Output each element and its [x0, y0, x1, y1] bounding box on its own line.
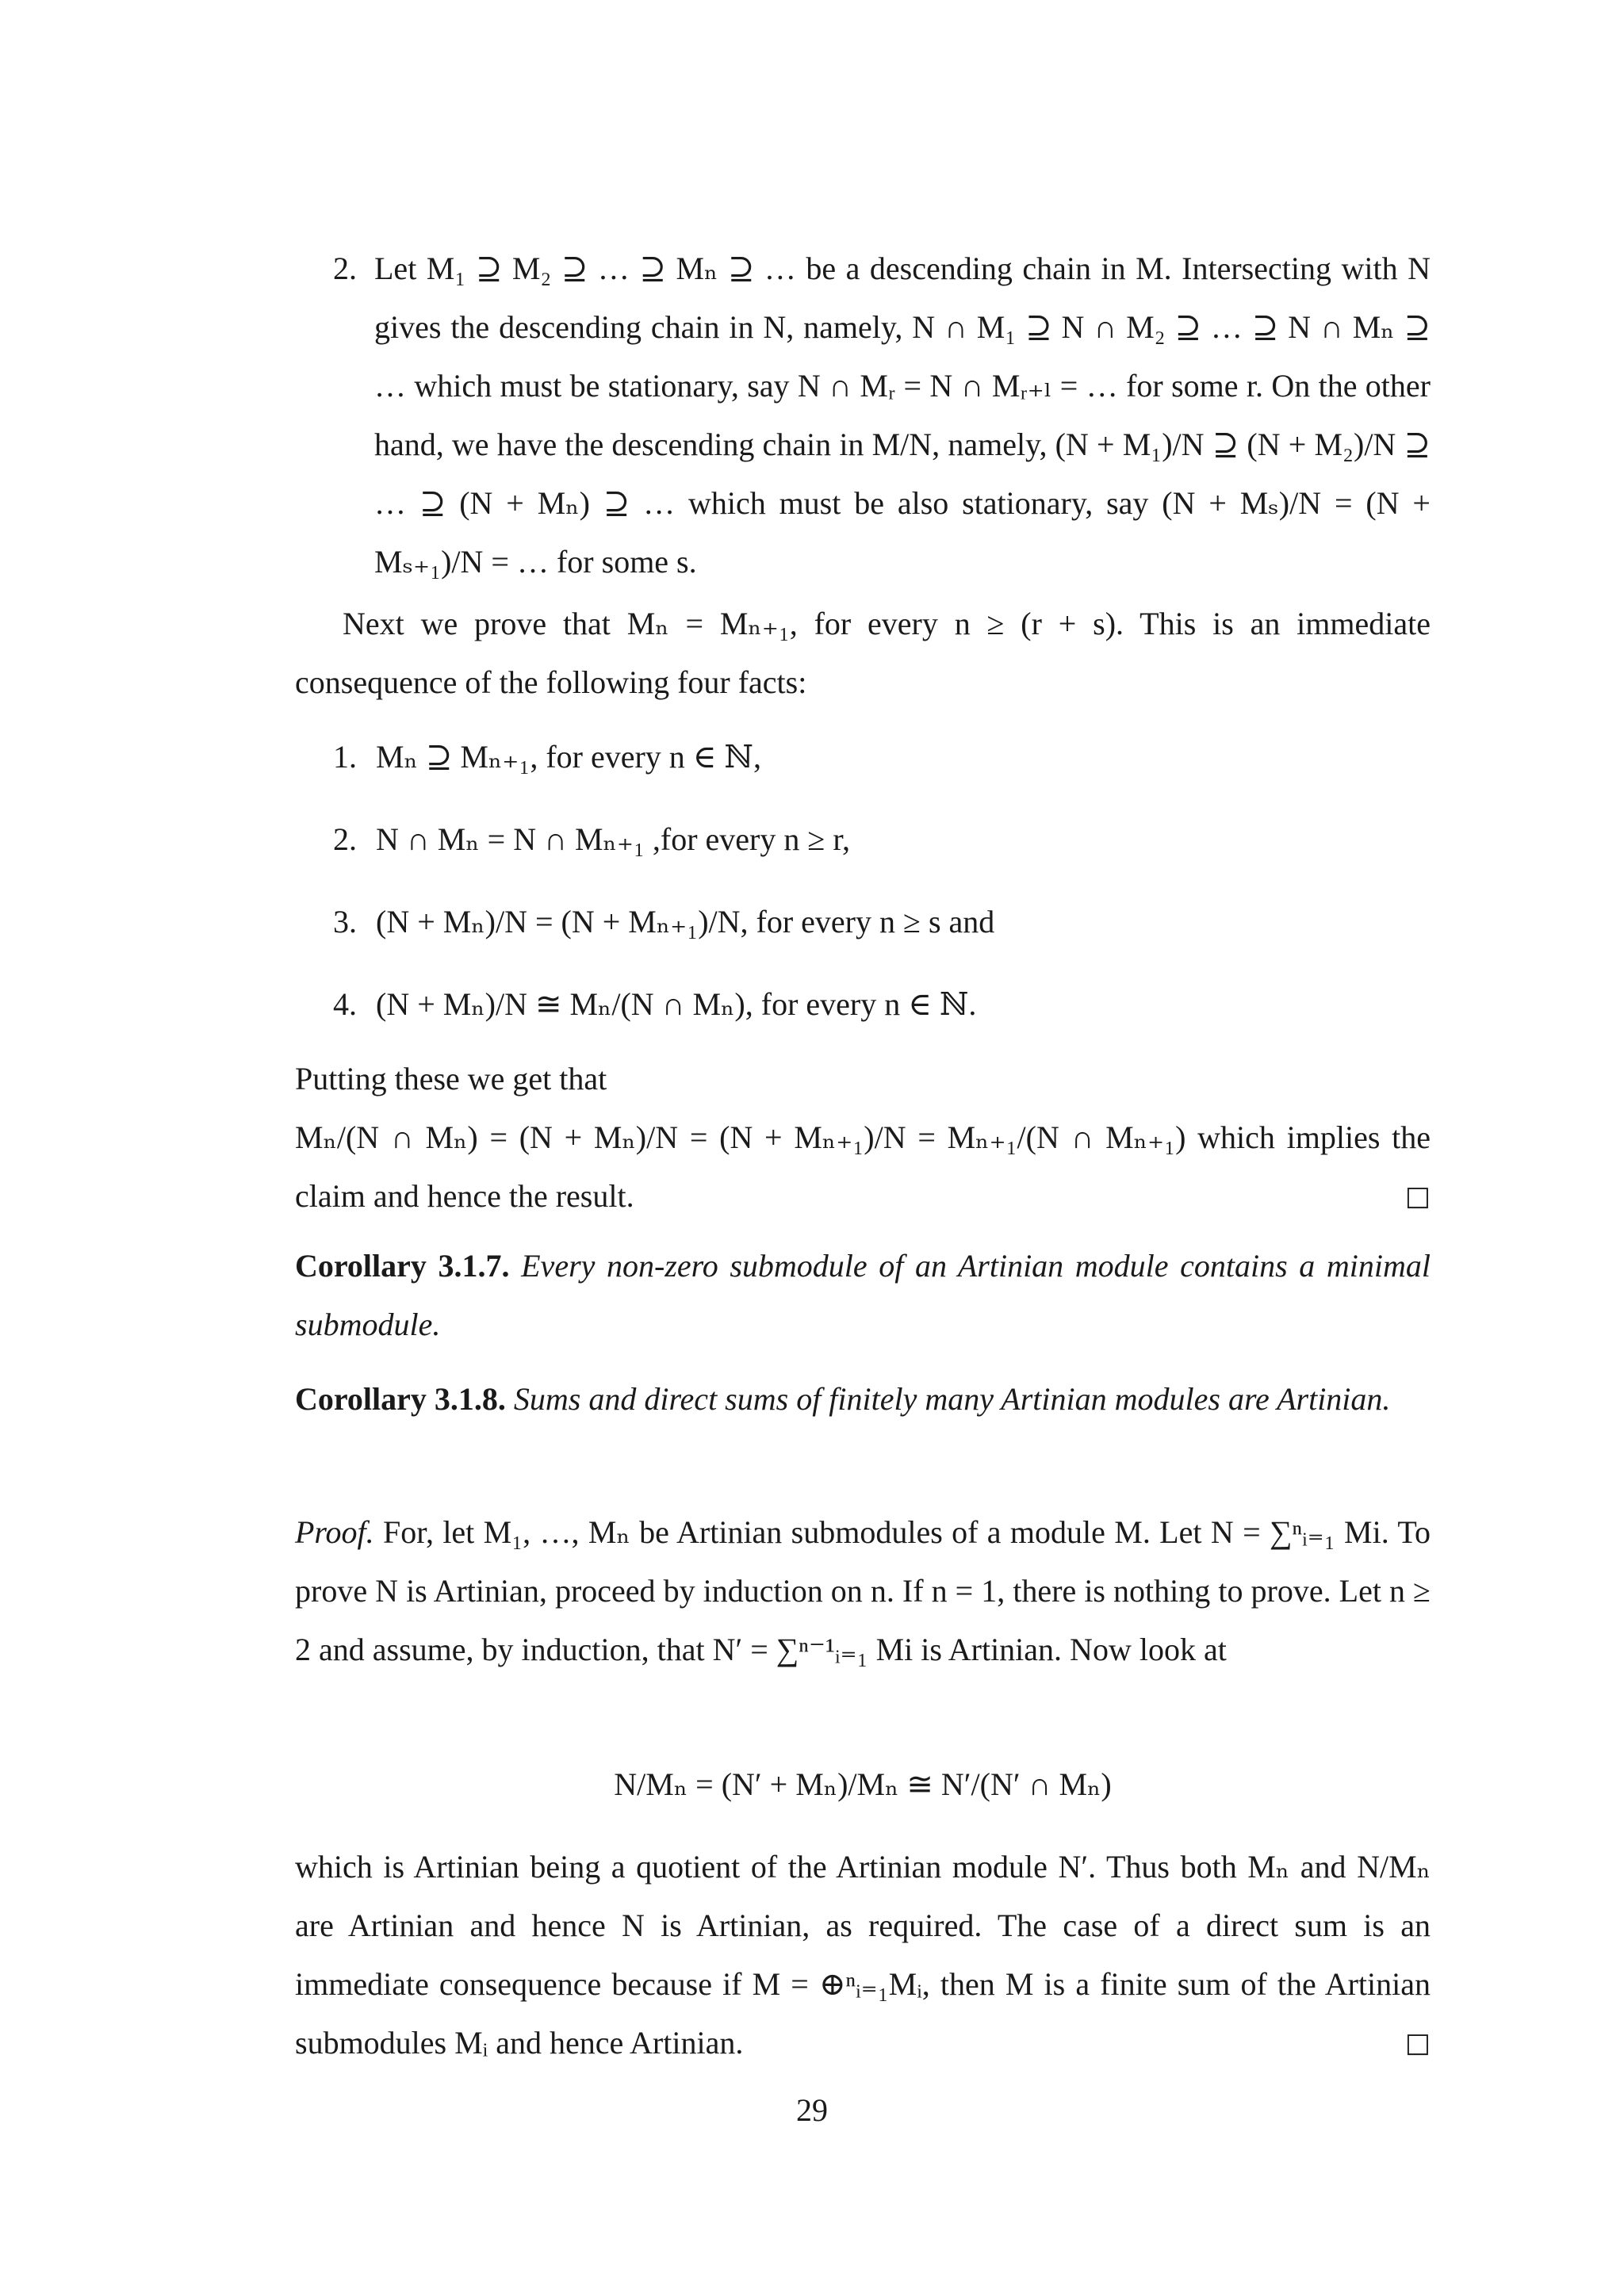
- paragraph-text: Next we prove that Mₙ = Mₙ₊₁, for every n ≥ (r + s). This is an immediate consequence of the following four facts:: [295, 606, 1431, 700]
- corollary-text: Every non-zero submodule of an Artinian module contains a minimal submodule.: [295, 1248, 1431, 1342]
- fact-text: Mₙ ⊇ Mₙ₊₁, for every n ∈ ℕ,: [376, 739, 761, 775]
- display-equation: [295, 1755, 1431, 1814]
- chain-text: Mₙ/(N ∩ Mₙ) = (N + Mₙ)/N = (N + Mₙ₊₁)/N = Mₙ₊₁/(N ∩ Mₙ₊₁) which implies the claim and hence the result.: [295, 1119, 1431, 1214]
- corollary-text: Sums and direct sums of finitely many Artinian modules are Artinian.: [513, 1381, 1391, 1417]
- qed-symbol: □: [1404, 2027, 1431, 2059]
- proof-text: For, let M₁, …, Mₙ be Artinian submodules of a module M. Let N = ∑ⁿᵢ₌₁ Mi. To prove N is Artinian, proceed by induction on n. If n = 1, there is nothing to prove. Let n ≥ 2 and assume, by induction, that N′ = ∑ⁿ⁻¹ᵢ₌₁ Mi is Artinian. Now look at: [295, 1514, 1431, 1667]
- paragraph-text: Putting these we get that: [295, 1061, 607, 1096]
- item-number: 2.: [333, 251, 357, 286]
- proof-block: [295, 1503, 1431, 1679]
- fact-number: 3.: [333, 904, 357, 939]
- paragraph-text: which is Artinian being a quotient of the Artinian module N′. Thus both Mₙ and N/Mₙ are Artinian and hence N is Artinian, as required. The case of a direct sum is an immediate consequence because if M = ⊕ⁿᵢ₌₁Mᵢ, then M is a finite sum of the Artinian submodules Mᵢ and hence Artinian.: [295, 1849, 1431, 2061]
- paragraph-final: [295, 1838, 1431, 2072]
- fact-text: (N + Mₙ)/N ≅ Mₙ/(N ∩ Mₙ), for every n ∈ ℕ.: [376, 986, 977, 1022]
- page-number: 29: [796, 2092, 828, 2128]
- fact-number: 2.: [333, 821, 357, 857]
- chain-equation: [295, 1108, 1431, 1226]
- equation-text: N/Mₙ = (N′ + Mₙ)/Mₙ ≅ N′/(N′ ∩ Mₙ): [614, 1766, 1112, 1802]
- corollary-label: Corollary 3.1.7.: [295, 1248, 510, 1284]
- corollary-label: Corollary 3.1.8.: [295, 1381, 506, 1417]
- list-item-2: [295, 239, 1431, 591]
- fact-number: 4.: [333, 986, 357, 1022]
- paragraph-next: [295, 595, 1431, 712]
- qed-symbol: □: [1404, 1181, 1431, 1212]
- proof-label: Proof.: [295, 1514, 374, 1550]
- paragraph-putting: [295, 1050, 1431, 1226]
- fact-item: [333, 810, 850, 869]
- item-text: Let M₁ ⊇ M₂ ⊇ … ⊇ Mₙ ⊇ … be a descending chain in M. Intersecting with N gives the descending chain in N, namely, N ∩ M₁ ⊇ N ∩ M₂ ⊇ … ⊇ N ∩ Mₙ ⊇ … which must be stationary, say N ∩ Mᵣ = N ∩ Mᵣ₊ₗ = … for some r. On the other hand, we have the descending chain in M/N, namely, (N + M₁)/N ⊇ (N + M₂)/N ⊇ … ⊇ (N + Mₙ) ⊇ … which must be also stationary, say (N + Mₛ)/N = (N + Mₛ₊₁)/N = … for some s.: [374, 251, 1431, 580]
- fact-text: N ∩ Mₙ = N ∩ Mₙ₊₁ ,for every n ≥ r,: [376, 821, 851, 857]
- fact-text: (N + Mₙ)/N = (N + Mₙ₊₁)/N, for every n ≥ s and: [376, 904, 995, 939]
- fact-item: [333, 728, 761, 786]
- corollary-3-1-8: [295, 1370, 1431, 1429]
- corollary-3-1-7: [295, 1237, 1431, 1354]
- fact-item: [333, 893, 994, 951]
- fact-number: 1.: [333, 739, 357, 775]
- fact-item: [333, 975, 976, 1034]
